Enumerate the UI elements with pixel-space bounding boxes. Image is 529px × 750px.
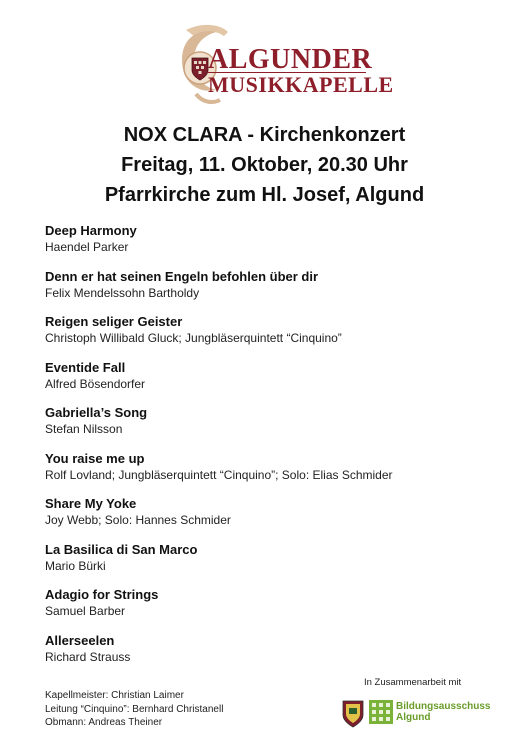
concert-location: Pfarrkirche zum Hl. Josef, Algund <box>104 184 425 206</box>
piece-composer: Richard Strauss <box>45 649 131 664</box>
piece-title: Share My Yoke <box>45 496 137 511</box>
program-item <box>45 450 505 496</box>
piece-composer: Haendel Parker <box>45 240 129 254</box>
piece-composer: Stefan Nilsson <box>45 422 123 436</box>
logo-line-1: ALGUNDER <box>208 44 373 75</box>
concert-date: Freitag, 11. Oktober, 20.30 Uhr <box>121 154 408 176</box>
musikkapelle-logo <box>172 20 394 110</box>
piece-title: Allerseelen <box>45 632 115 648</box>
program-item <box>45 268 505 314</box>
piece-composer: Samuel Barber <box>45 604 126 618</box>
credit-chairman: Obmann: Andreas Theiner <box>45 717 163 728</box>
bildungsausschuss-logo-icon <box>369 700 393 724</box>
credit-conductor: Kapellmeister: Christian Laimer <box>45 690 184 701</box>
program-list <box>45 222 505 677</box>
piece-title: Eventide Fall <box>45 359 126 375</box>
piece-title: Reigen seliger Geister <box>45 314 183 329</box>
piece-title: Denn er hat seinen Engeln befohlen über dir <box>45 268 319 284</box>
program-item <box>45 222 505 268</box>
piece-title: Adagio for Strings <box>45 587 159 602</box>
program-item <box>45 632 505 678</box>
logo-line-2: MUSIKKAPELLE <box>208 72 394 97</box>
partner-name-line-2: Algund <box>396 712 431 723</box>
piece-composer: Joy Webb; Solo: Hannes Schmider <box>45 513 231 527</box>
piece-composer: Rolf Lovland; Jungbläserquintett “Cinquino”; Solo: Elias Schmider <box>45 467 393 482</box>
program-item <box>45 541 505 587</box>
piece-title: Gabriella’s Song <box>45 405 148 420</box>
partner-name <box>396 701 490 723</box>
piece-title: You raise me up <box>45 450 145 466</box>
piece-title: La Basilica di San Marco <box>45 541 198 557</box>
partner-name-line-1: Bildungsausschuss <box>396 701 491 712</box>
program-item <box>45 359 505 405</box>
program-item <box>45 495 505 541</box>
piece-composer: Christoph Willibald Gluck; Jungbläserquintett “Cinquino” <box>45 331 342 345</box>
piece-composer: Alfred Bösendorfer <box>45 376 146 391</box>
concert-title: NOX CLARA - Kirchenkonzert <box>123 124 406 146</box>
program-item <box>45 586 505 632</box>
algund-crest-icon <box>342 700 364 728</box>
collaboration-label: In Zusammenarbeit mit <box>364 677 462 688</box>
program-item <box>45 404 505 450</box>
piece-composer: Felix Mendelssohn Bartholdy <box>45 285 200 300</box>
piece-composer: Mario Bürki <box>45 558 106 573</box>
credits-block <box>45 689 223 730</box>
piece-title: Deep Harmony <box>45 223 137 238</box>
program-item <box>45 313 505 359</box>
concert-heading <box>0 120 529 210</box>
credit-cinquino-lead: Leitung “Cinquino”: Bernhard Christanell <box>45 703 224 715</box>
